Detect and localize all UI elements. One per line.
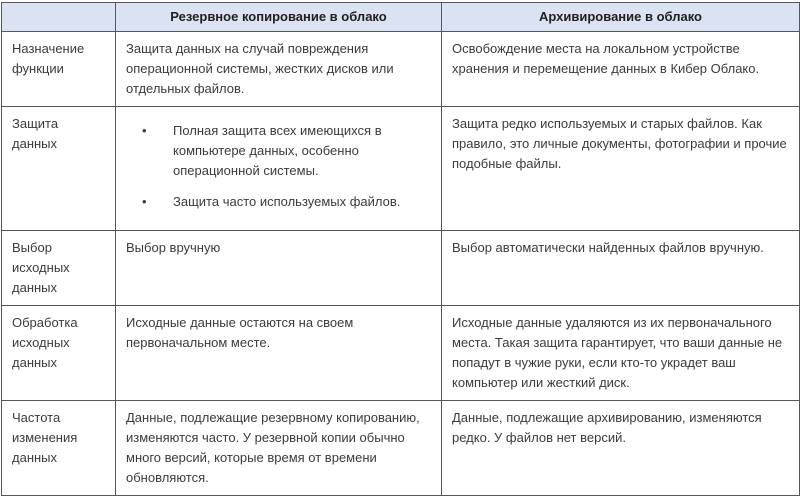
backup-protection-list [126,121,429,212]
cloud-backup-vs-archive-table [1,2,800,496]
cell-selection-archive: Выбор автоматически найденных файлов вручную. [442,231,800,306]
table-row [2,107,800,231]
cell-selection-backup: Выбор вручную [116,231,442,306]
header-cell-backup: Резервное копирование в облако [116,3,442,32]
cell-processing-backup: Исходные данные остаются на своем первоначальном месте. [116,306,442,401]
table-row [2,231,800,306]
cell-frequency-backup: Данные, подлежащие резервному копированию, изменяются часто. У резервной копии обычно много версий, которые время от времени обновляются. [116,401,442,496]
table-row [2,306,800,401]
cell-frequency-archive: Данные, подлежащие архивированию, изменяются редко. У файлов нет версий. [442,401,800,496]
list-item: • Полная защита всех имеющихся в компьютере данных, особенно операционной системы. [173,121,429,181]
table-header-row [2,3,800,32]
table-row [2,401,800,496]
list-item: • Защита часто используемых файлов. [173,192,429,212]
row-label-purpose: Назначение функции [2,32,116,107]
row-label-source-processing: Обработка исходных данных [2,306,116,401]
table-row [2,32,800,107]
cell-purpose-backup: Защита данных на случай повреждения операционной системы, жестких дисков или отдельных файлов. [116,32,442,107]
row-label-change-frequency: Частота изменения данных [2,401,116,496]
row-label-source-selection: Выбор исходных данных [2,231,116,306]
row-label-data-protection: Защита данных [2,107,116,231]
cell-protection-backup [116,107,442,231]
header-cell-archive: Архивирование в облако [442,3,800,32]
cell-purpose-archive: Освобождение места на локальном устройстве хранения и перемещение данных в Кибер Облако. [442,32,800,107]
cell-processing-archive: Исходные данные удаляются из их первоначального места. Такая защита гарантирует, что ваши данные не попадут в чужие руки, если кто-то украдет ваш компьютер или жесткий диск. [442,306,800,401]
cell-protection-archive: Защита редко используемых и старых файлов. Как правило, это личные документы, фотографии и прочие подобные файлы. [442,107,800,231]
header-cell-empty [2,3,116,32]
